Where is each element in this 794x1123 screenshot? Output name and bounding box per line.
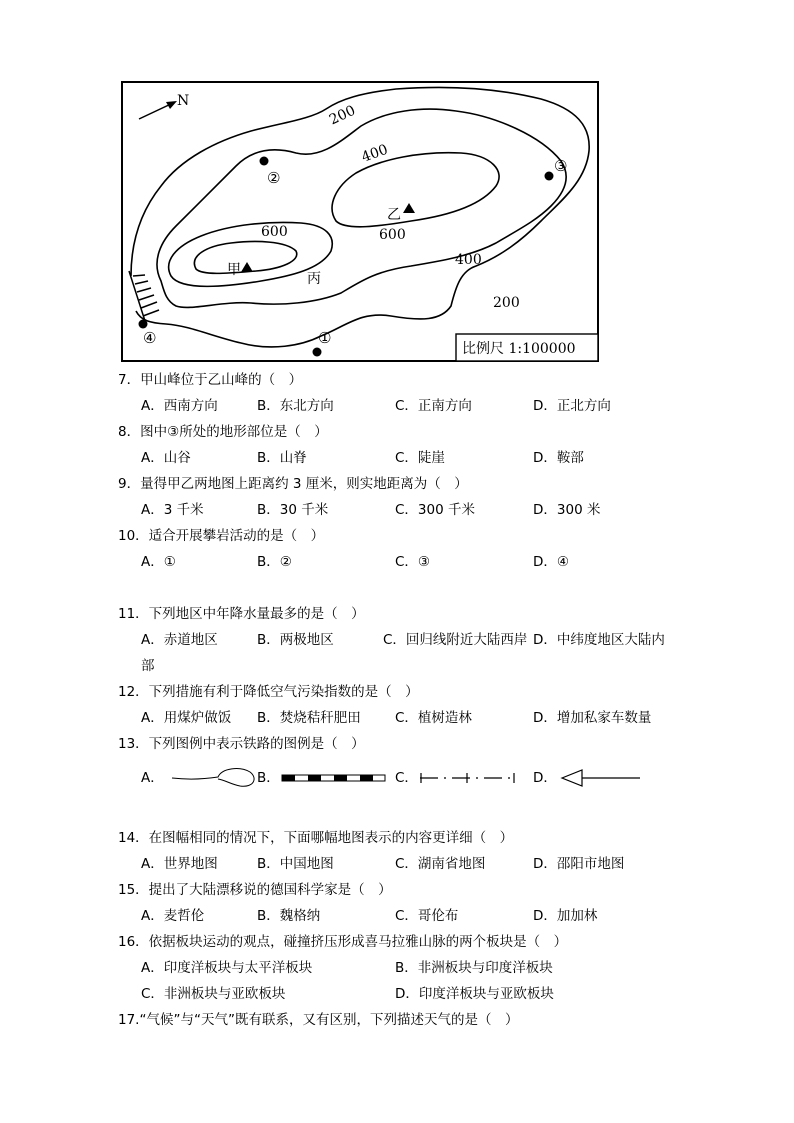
option-b[interactable]: B．东北方向 (257, 398, 334, 414)
option-a[interactable]: A．赤道地区 (141, 632, 218, 648)
option-c[interactable]: C．300 千米 (395, 502, 475, 518)
point-marker (545, 172, 554, 181)
option-a[interactable]: A． (141, 770, 164, 786)
question-11-stem: 11．下列地区中年降水量最多的是（ ） (118, 606, 365, 622)
point-label-2: ② (267, 169, 281, 187)
contour-label: 600 (379, 227, 406, 243)
north-label: N (177, 93, 190, 109)
option-b[interactable]: B．30 千米 (257, 502, 329, 518)
contour-label: 400 (359, 141, 391, 166)
option-c[interactable]: C．回归线附近大陆西岸 (383, 632, 528, 648)
option-c[interactable]: C．湖南省地图 (395, 856, 486, 872)
option-c[interactable]: C．③ (395, 554, 431, 570)
option-a[interactable]: A．① (141, 554, 176, 570)
point-label-4: ④ (143, 329, 157, 347)
option-d[interactable]: D．正北方向 (533, 398, 611, 414)
option-d[interactable]: D．④ (533, 554, 569, 570)
contour-map (121, 81, 599, 362)
option-b[interactable]: B．两极地区 (257, 632, 334, 648)
option-d[interactable]: D．加加林 (533, 908, 598, 924)
point-marker (139, 320, 148, 329)
option-b[interactable]: B．非洲板块与印度洋板块 (395, 960, 553, 976)
question-9-stem: 9．量得甲乙两地图上距离约 3 厘米，则实地距离为（ ） (118, 476, 468, 492)
option-c[interactable]: C．植树造林 (395, 710, 472, 726)
option-d-continuation: 部 (141, 658, 155, 674)
scale-label: 比例尺 1:100000 (462, 341, 576, 357)
contour-label: 400 (455, 252, 482, 268)
option-d[interactable]: D．增加私家车数量 (533, 710, 652, 726)
option-c[interactable]: C．哥伦布 (395, 908, 459, 924)
arrow-legend-icon (558, 768, 644, 788)
option-a[interactable]: A．用煤炉做饭 (141, 710, 232, 726)
point-label-1: ① (318, 329, 332, 347)
point-marker (313, 348, 322, 357)
question-13-stem: 13．下列图例中表示铁路的图例是（ ） (118, 736, 365, 752)
option-a[interactable]: A．西南方向 (141, 398, 218, 414)
point-label-3: ③ (554, 157, 568, 175)
option-d[interactable]: D． (533, 770, 557, 786)
question-12-stem: 12．下列措施有利于降低空气污染指数的是（ ） (118, 684, 419, 700)
peak-label-jia: 甲 (227, 262, 241, 278)
question-15-stem: 15．提出了大陆漂移说的德国科学家是（ ） (118, 882, 392, 898)
question-7-stem: 7．甲山峰位于乙山峰的（ ） (118, 372, 303, 388)
option-b[interactable]: B．中国地图 (257, 856, 334, 872)
option-c[interactable]: C．非洲板块与亚欧板块 (141, 986, 286, 1002)
boundary-legend-icon (418, 770, 518, 786)
option-d[interactable]: D．鞍部 (533, 450, 584, 466)
option-b[interactable]: B．魏格纳 (257, 908, 321, 924)
option-b[interactable]: B．山脊 (257, 450, 307, 466)
point-marker (260, 157, 269, 166)
option-d[interactable]: D．300 米 (533, 502, 601, 518)
option-a[interactable]: A．山谷 (141, 450, 191, 466)
option-d[interactable]: D．中纬度地区大陆内 (533, 632, 665, 648)
option-a[interactable]: A．世界地图 (141, 856, 218, 872)
option-b[interactable]: B．焚烧秸秆肥田 (257, 710, 361, 726)
option-c[interactable]: C．正南方向 (395, 398, 472, 414)
option-a[interactable]: A．麦哲伦 (141, 908, 205, 924)
option-c[interactable]: C．陡崖 (395, 450, 445, 466)
option-b[interactable]: B．② (257, 554, 292, 570)
question-10-stem: 10．适合开展攀岩活动的是（ ） (118, 528, 325, 544)
question-14-stem: 14．在图幅相同的情况下，下面哪幅地图表示的内容更详细（ ） (118, 830, 514, 846)
question-16-stem: 16．依据板块运动的观点，碰撞挤压形成喜马拉雅山脉的两个板块是（ ） (118, 934, 568, 950)
railway-legend-icon (280, 771, 388, 785)
question-17-stem: 17.“气候”与“天气”既有联系，又有区别，下列描述天气的是（ ） (118, 1012, 519, 1028)
option-a[interactable]: A．印度洋板块与太平洋板块 (141, 960, 313, 976)
contour-label: 200 (326, 102, 358, 129)
option-d[interactable]: D．邵阳市地图 (533, 856, 625, 872)
option-b[interactable]: B． (257, 770, 280, 786)
contour-label: 200 (493, 295, 520, 311)
peak-label-yi: 乙 (387, 207, 401, 223)
area-label-bing: 丙 (307, 271, 321, 287)
contour-label: 600 (261, 224, 288, 240)
river-legend-icon (170, 766, 260, 790)
question-8-stem: 8．图中③所处的地形部位是（ ） (118, 424, 328, 440)
option-a[interactable]: A．3 千米 (141, 502, 204, 518)
option-c[interactable]: C． (395, 770, 418, 786)
option-d[interactable]: D．印度洋板块与亚欧板块 (395, 986, 554, 1002)
